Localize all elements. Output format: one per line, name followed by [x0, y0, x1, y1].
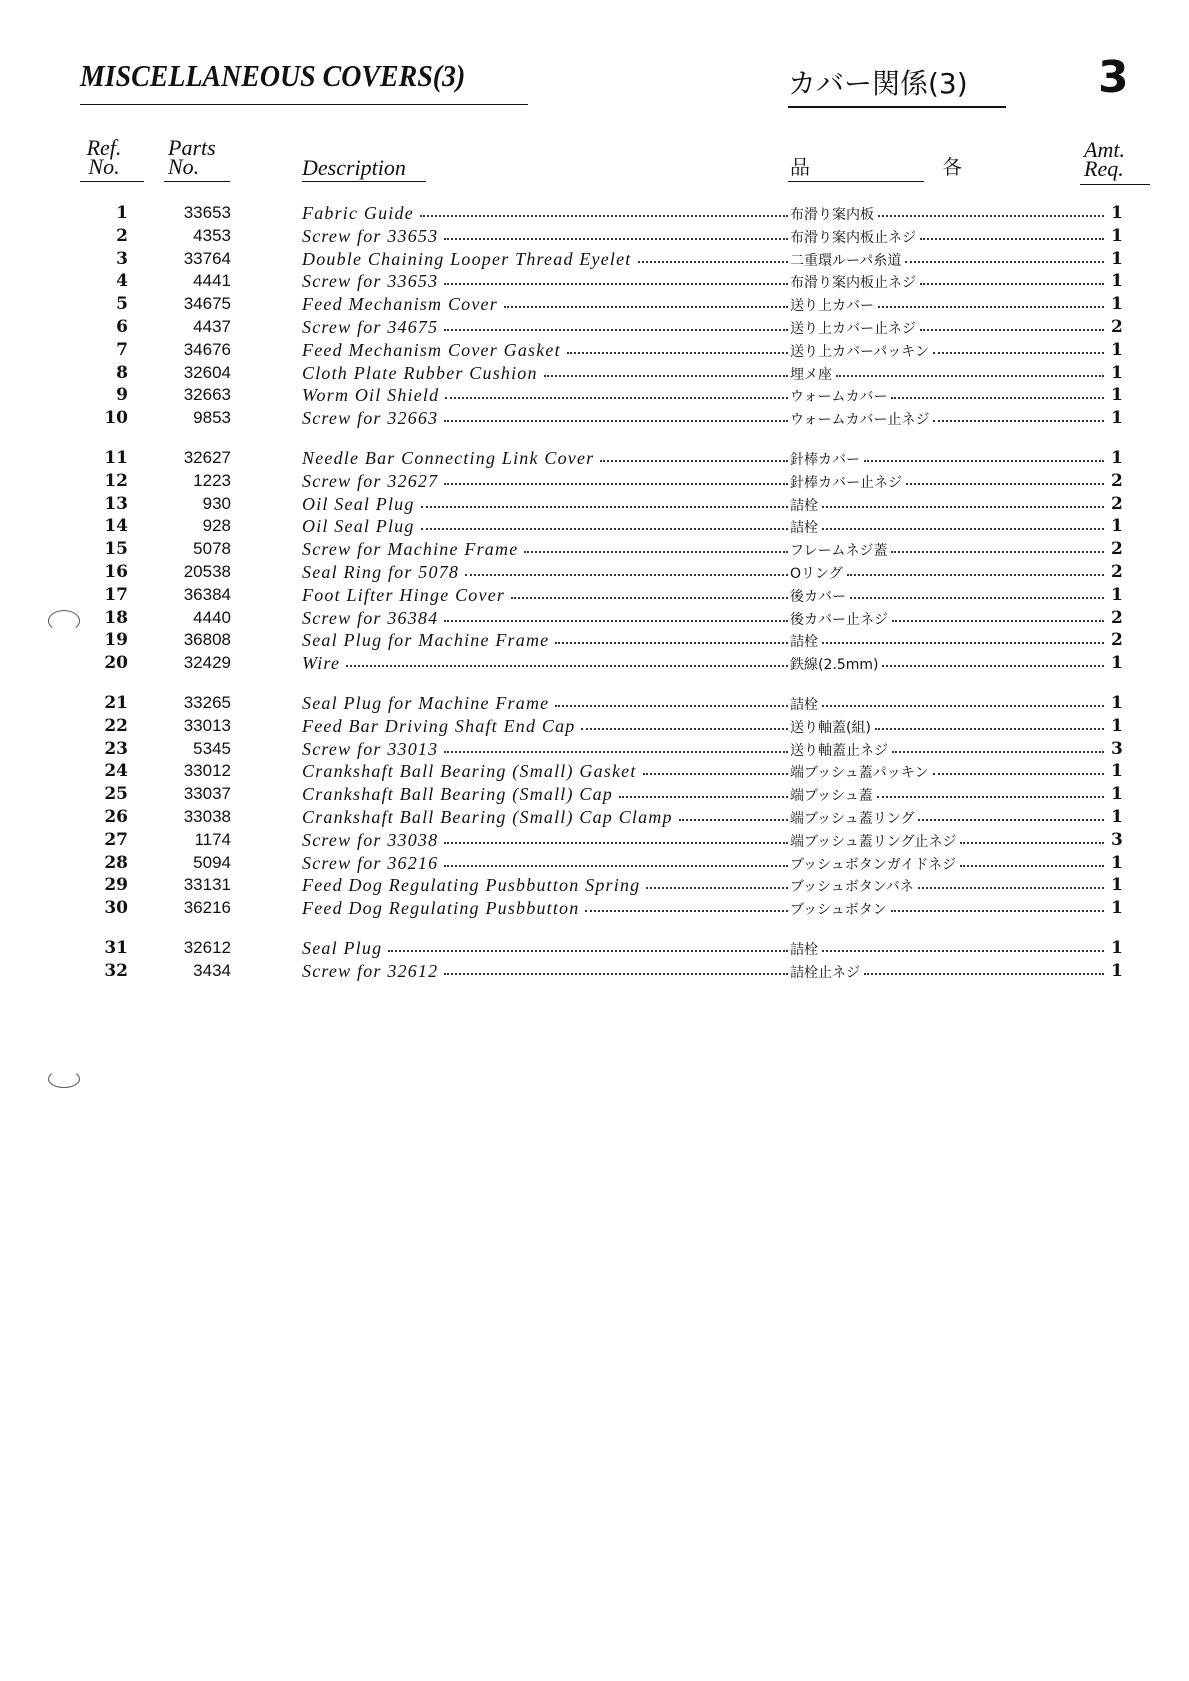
table-row — [0, 853, 1189, 876]
table-row — [0, 203, 1189, 226]
binding-hole-mark — [48, 610, 80, 632]
table-row — [0, 271, 1189, 294]
dot-leader — [465, 574, 788, 576]
amount-required: 2 — [1111, 539, 1123, 560]
ref-no: 24 — [104, 761, 128, 782]
ref-no: 29 — [104, 875, 128, 896]
dot-leader — [822, 506, 1104, 508]
amount-required: 1 — [1111, 875, 1123, 896]
japanese-name: 送り軸蓋止ネジ — [790, 742, 888, 759]
ref-no: 22 — [104, 715, 128, 736]
description: Screw for 36216 — [302, 852, 439, 873]
ref-no: 7 — [116, 339, 128, 360]
description: Seal Ring for 5078 — [302, 561, 460, 582]
japanese-name: 詰栓 — [790, 941, 818, 958]
dot-leader — [638, 261, 788, 263]
dot-leader — [555, 642, 788, 644]
japanese-name: 端ブッシュ蓋リング止ネジ — [790, 833, 957, 850]
table-row — [0, 585, 1189, 608]
dot-leader — [906, 483, 1104, 485]
description: Crankshaft Ball Bearing (Small) Cap Clamp — [302, 806, 673, 827]
table-row — [0, 249, 1189, 272]
description: Feed Bar Driving Shaft End Cap — [302, 715, 576, 736]
japanese-name: 送り軸蓋(組) — [790, 719, 871, 736]
dot-leader — [544, 375, 788, 377]
dot-leader — [444, 842, 788, 844]
japanese-name: 詰栓 — [790, 497, 818, 514]
description: Feed Mechanism Cover Gasket — [302, 339, 561, 360]
part-no: 32429 — [183, 653, 231, 673]
part-no: 33653 — [183, 203, 231, 222]
dot-leader — [643, 773, 788, 775]
part-no: 33037 — [183, 784, 231, 804]
dot-leader — [960, 865, 1104, 867]
page-title-japanese-underline — [788, 106, 1006, 108]
dot-leader — [836, 375, 1104, 377]
dot-leader — [920, 283, 1104, 285]
amount-required: 2 — [1111, 561, 1123, 582]
ref-no: 28 — [104, 852, 128, 873]
ref-no: 30 — [104, 898, 128, 919]
ref-no: 14 — [104, 516, 128, 537]
ref-no: 9 — [116, 385, 128, 406]
part-no: 4441 — [193, 271, 231, 291]
table-row — [0, 408, 1189, 431]
japanese-name: ブッシュボタン — [790, 902, 887, 919]
column-header-ref-no — [84, 135, 124, 179]
description: Double Chaining Looper Thread Eyelet — [302, 248, 632, 269]
ref-no: 16 — [104, 561, 128, 582]
description: Cloth Plate Rubber Cushion — [302, 362, 538, 383]
dot-leader — [444, 620, 788, 622]
part-no: 4440 — [193, 607, 231, 627]
row-group — [0, 448, 1189, 676]
dot-leader — [891, 910, 1104, 912]
ref-no: 1 — [116, 203, 128, 223]
dot-leader — [850, 597, 1104, 599]
amount-required: 1 — [1111, 584, 1123, 605]
japanese-name: 後カバー止ネジ — [790, 611, 888, 628]
ref-no: 5 — [116, 294, 128, 315]
amount-required: 1 — [1111, 784, 1123, 805]
page-title-underline — [80, 104, 528, 105]
dot-leader — [444, 283, 788, 285]
dot-leader — [905, 261, 1104, 263]
dot-leader — [679, 819, 788, 821]
page-title: MISCELLANEOUS COVERS(3) — [80, 58, 466, 93]
dot-leader — [864, 973, 1104, 975]
row-group — [0, 693, 1189, 921]
amount-required: 1 — [1111, 653, 1123, 674]
amount-required: 2 — [1111, 470, 1123, 491]
ref-no: 12 — [104, 470, 128, 491]
japanese-name: 布滑り案内板止ネジ — [790, 275, 916, 292]
table-row — [0, 539, 1189, 562]
amount-required: 2 — [1111, 630, 1123, 651]
japanese-name: ウォームカバー — [790, 389, 888, 406]
dot-leader — [346, 665, 788, 667]
amount-required: 1 — [1111, 271, 1123, 292]
amount-required: 1 — [1111, 294, 1123, 315]
description: Oil Seal Plug — [302, 516, 415, 537]
parts-no-label: No. — [168, 154, 200, 179]
japanese-name: ブッシュボタンバネ — [790, 879, 914, 896]
japanese-name: フレームネジ蓋 — [790, 543, 888, 560]
amount-required: 1 — [1111, 806, 1123, 827]
part-no: 5345 — [193, 738, 231, 758]
amount-required: 1 — [1111, 248, 1123, 269]
dot-leader — [646, 887, 788, 889]
ref-no: 10 — [104, 408, 128, 429]
description: Wire — [302, 653, 341, 674]
table-row — [0, 448, 1189, 471]
description: Screw for 32663 — [302, 408, 439, 429]
no-label: No. — [88, 154, 120, 179]
part-no: 33131 — [183, 875, 231, 895]
amount-required: 1 — [1111, 937, 1123, 958]
description: Worm Oil Shield — [302, 385, 440, 406]
dot-leader — [555, 705, 788, 707]
dot-leader — [445, 397, 788, 399]
dot-leader — [619, 796, 788, 798]
dot-leader — [864, 460, 1104, 462]
ref-no: 19 — [104, 630, 128, 651]
description: Needle Bar Connecting Link Cover — [302, 447, 595, 468]
name-header-underline — [788, 181, 924, 182]
part-no: 20538 — [183, 561, 231, 581]
dot-leader — [918, 819, 1104, 821]
dot-leader — [388, 950, 788, 952]
binding-hole-mark — [48, 1070, 80, 1088]
part-no: 930 — [202, 493, 231, 513]
dot-leader — [444, 483, 788, 485]
column-header-parts-no — [168, 135, 216, 179]
part-no: 32663 — [183, 385, 231, 405]
table-row — [0, 471, 1189, 494]
amount-required: 1 — [1111, 447, 1123, 468]
table-row — [0, 385, 1189, 408]
dot-leader — [421, 506, 788, 508]
part-no: 3434 — [193, 960, 231, 980]
dot-leader — [920, 238, 1104, 240]
amount-required: 1 — [1111, 761, 1123, 782]
ref-no: 8 — [116, 362, 128, 383]
table-row — [0, 938, 1189, 961]
dot-leader — [444, 238, 788, 240]
part-no: 33265 — [183, 692, 231, 712]
dot-leader — [421, 528, 788, 530]
amount-required: 1 — [1111, 692, 1123, 713]
part-no: 36216 — [183, 898, 231, 918]
dot-leader — [920, 329, 1104, 331]
ref-no: 23 — [104, 738, 128, 759]
japanese-name: ブッシュボタンガイドネジ — [790, 856, 957, 873]
japanese-name: 送り上カバー — [790, 298, 874, 315]
dot-leader — [444, 973, 788, 975]
dot-leader — [882, 665, 1104, 667]
ref-no: 27 — [104, 829, 128, 850]
amt-label: Amt. — [1084, 137, 1125, 162]
japanese-name: 布滑り案内板 — [790, 207, 874, 223]
column-header-description: Description — [302, 155, 406, 180]
part-no: 36384 — [183, 584, 231, 604]
amount-required: 2 — [1111, 607, 1123, 628]
table-row — [0, 875, 1189, 898]
dot-leader — [511, 597, 788, 599]
table-row — [0, 693, 1189, 716]
japanese-name: 埋メ座 — [790, 366, 832, 383]
amount-required: 2 — [1111, 316, 1123, 337]
amount-required: 1 — [1111, 715, 1123, 736]
table-row — [0, 653, 1189, 676]
dot-leader — [847, 574, 1104, 576]
parts-table — [0, 203, 1189, 1001]
part-no: 34676 — [183, 339, 231, 359]
column-header-amt-req — [1084, 137, 1125, 181]
part-no: 33038 — [183, 806, 231, 826]
part-no: 1174 — [194, 829, 231, 849]
description: Screw for 32612 — [302, 960, 439, 981]
part-no: 33764 — [183, 248, 231, 268]
description: Screw for 33013 — [302, 738, 439, 759]
table-row — [0, 294, 1189, 317]
amount-required: 1 — [1111, 385, 1123, 406]
table-row — [0, 807, 1189, 830]
dot-leader — [524, 551, 788, 553]
ref-no: 6 — [116, 316, 128, 337]
description: Fabric Guide — [302, 203, 414, 223]
amt-header-underline — [1080, 184, 1150, 185]
table-row — [0, 363, 1189, 386]
description: Screw for 33038 — [302, 829, 439, 850]
description: Seal Plug — [302, 937, 383, 958]
part-no: 32604 — [183, 362, 231, 382]
description: Screw for Machine Frame — [302, 539, 519, 560]
japanese-name: Oリング — [790, 565, 843, 582]
japanese-name: 詰栓 — [790, 696, 818, 713]
part-no: 1223 — [193, 470, 231, 490]
japanese-name: 端ブッシュ蓋パッキン — [790, 765, 929, 782]
dot-leader — [822, 528, 1104, 530]
dot-leader — [891, 397, 1104, 399]
dot-leader — [420, 215, 788, 217]
ref-no: 17 — [104, 584, 128, 605]
table-row — [0, 340, 1189, 363]
ref-no: 31 — [104, 937, 128, 958]
dot-leader — [892, 620, 1104, 622]
ref-label: Ref. — [86, 135, 122, 160]
amount-required: 3 — [1111, 738, 1123, 759]
column-header-name-japanese: 品 各 — [790, 155, 1018, 179]
part-no: 5094 — [193, 852, 231, 872]
japanese-name: 針棒カバー止ネジ — [790, 474, 902, 491]
part-no: 4353 — [193, 225, 231, 245]
dot-leader — [878, 306, 1104, 308]
japanese-name: 詰栓止ネジ — [790, 964, 860, 981]
japanese-name: ウォームカバー止ネジ — [790, 412, 930, 429]
table-row — [0, 716, 1189, 739]
parts-label: Parts — [168, 135, 216, 160]
part-no: 34675 — [183, 294, 231, 314]
table-row — [0, 562, 1189, 585]
amount-required: 1 — [1111, 516, 1123, 537]
part-no: 5078 — [193, 539, 231, 559]
parts-header-underline — [164, 181, 230, 182]
dot-leader — [933, 773, 1104, 775]
japanese-name: 端ブッシュ蓋リング — [790, 810, 915, 827]
description: Crankshaft Ball Bearing (Small) Gasket — [302, 761, 637, 782]
description: Seal Plug for Machine Frame — [302, 630, 550, 651]
japanese-name: 送り上カバー止ネジ — [790, 320, 916, 337]
dot-leader — [822, 950, 1104, 952]
amount-required: 3 — [1111, 829, 1123, 850]
dot-leader — [567, 352, 788, 354]
ref-no: 25 — [104, 784, 128, 805]
dot-leader — [892, 751, 1104, 753]
description: Seal Plug for Machine Frame — [302, 692, 550, 713]
description: Feed Dog Regulating Pusbbutton Spring — [302, 875, 641, 896]
dot-leader — [918, 887, 1104, 889]
description: Foot Lifter Hinge Cover — [302, 584, 506, 605]
dot-leader — [875, 728, 1104, 730]
description: Feed Mechanism Cover — [302, 294, 498, 315]
ref-no: 2 — [116, 225, 128, 246]
ref-no: 4 — [116, 271, 128, 292]
ref-no: 26 — [104, 806, 128, 827]
ref-no: 32 — [104, 960, 128, 981]
table-row — [0, 784, 1189, 807]
table-row — [0, 739, 1189, 762]
dot-leader — [581, 728, 788, 730]
japanese-name: 詰栓 — [790, 634, 818, 651]
dot-leader — [585, 910, 788, 912]
dot-leader — [878, 215, 1104, 217]
japanese-name: 送り上カバーパッキン — [790, 343, 930, 360]
dot-leader — [444, 329, 788, 331]
part-no: 32627 — [183, 447, 231, 467]
ref-no: 13 — [104, 493, 128, 514]
dot-leader — [877, 796, 1104, 798]
ref-no: 3 — [116, 248, 128, 269]
table-row — [0, 830, 1189, 853]
page-number: 3 — [1098, 52, 1129, 103]
japanese-name: 二重環ルーパ糸道 — [790, 252, 902, 269]
dot-leader — [444, 420, 788, 422]
japanese-name: 布滑り案内板止ネジ — [790, 229, 916, 246]
part-no: 33013 — [183, 715, 231, 735]
dot-leader — [600, 460, 788, 462]
dot-leader — [504, 306, 788, 308]
description-header-underline — [302, 181, 426, 182]
japanese-name: 鉄線(2.5mm) — [790, 657, 879, 674]
dot-leader — [444, 865, 788, 867]
ref-no: 18 — [104, 607, 128, 628]
amount-required: 1 — [1111, 225, 1123, 246]
dot-leader — [891, 551, 1104, 553]
table-row — [0, 226, 1189, 249]
amount-required: 1 — [1111, 203, 1123, 223]
amount-required: 1 — [1111, 362, 1123, 383]
dot-leader — [822, 705, 1104, 707]
description: Screw for 33653 — [302, 271, 439, 292]
row-group — [0, 203, 1189, 431]
description: Screw for 32627 — [302, 470, 439, 491]
description: Crankshaft Ball Bearing (Small) Cap — [302, 784, 613, 805]
amount-required: 2 — [1111, 493, 1123, 514]
dot-leader — [960, 842, 1104, 844]
table-row — [0, 961, 1189, 984]
ref-no: 20 — [104, 653, 128, 674]
dot-leader — [933, 352, 1104, 354]
part-no: 928 — [202, 516, 231, 536]
part-no: 9853 — [193, 408, 231, 428]
amount-required: 1 — [1111, 339, 1123, 360]
row-group — [0, 938, 1189, 984]
part-no: 33012 — [183, 761, 231, 781]
dot-leader — [444, 751, 788, 753]
japanese-name: 針棒カバー — [790, 451, 860, 468]
ref-no: 11 — [104, 447, 128, 468]
table-row — [0, 494, 1189, 517]
description: Feed Dog Regulating Pusbbutton — [302, 898, 580, 919]
description: Screw for 34675 — [302, 316, 439, 337]
description: Screw for 33653 — [302, 225, 439, 246]
japanese-name: 後カバー — [790, 588, 846, 605]
amount-required: 1 — [1111, 852, 1123, 873]
ref-no: 15 — [104, 539, 128, 560]
table-row — [0, 608, 1189, 631]
amount-required: 1 — [1111, 960, 1123, 981]
part-no: 36808 — [183, 630, 231, 650]
page-title-japanese: カバー関係(3) — [788, 67, 968, 100]
table-row — [0, 898, 1189, 921]
dot-leader — [933, 420, 1104, 422]
req-label: Req. — [1084, 156, 1124, 181]
amount-required: 1 — [1111, 898, 1123, 919]
japanese-name: 詰栓 — [790, 520, 818, 537]
table-row — [0, 516, 1189, 539]
amount-required: 1 — [1111, 408, 1123, 429]
table-row — [0, 630, 1189, 653]
table-row — [0, 761, 1189, 784]
ref-header-underline — [80, 181, 144, 182]
table-row — [0, 317, 1189, 340]
ref-no: 21 — [104, 692, 128, 713]
japanese-name: 端ブッシュ蓋 — [790, 788, 873, 805]
dot-leader — [822, 642, 1104, 644]
part-no: 4437 — [193, 316, 231, 336]
description: Oil Seal Plug — [302, 493, 415, 514]
part-no: 32612 — [183, 937, 231, 957]
description: Screw for 36384 — [302, 607, 439, 628]
